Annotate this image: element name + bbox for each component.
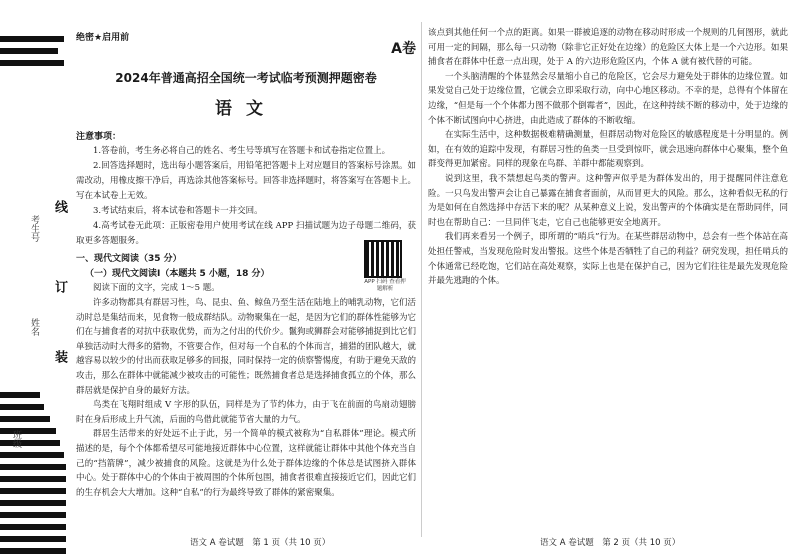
notice-heading: 注意事项：: [76, 132, 122, 142]
passage-paragraph: 说到这里，我不禁想起鸟类的警声。这种警声似乎是为群体发出的，用于提醒同伴注意危险。一只鸟发出警声会让自己暴露在捕食者面前，从而冒更大的风险。那么，这种看似无私的行为是如何在自然选择中存活下来的呢？从某种意义上说，发出警声的个体确实是在帮助同伴，同时也在帮助自己：一旦同伴飞走，它自己也能够更安全地离开。: [428, 173, 788, 228]
name-label: 姓名: [29, 318, 39, 336]
passage-paragraph: 一个头脑清醒的个体显然会尽量缩小自己的危险区，它会尽力避免处于群体的边缘位置。如果发觉自己处于边缘位置，它就会立即采取行动，向中心地区移动。不幸的是，总得有个体留在边缘，“但是每一个个体都力图不做那个倒霉者”，因此，在这种持续不断的移动中，处于边缘的个体不断试图向中心挤进，由此造成了群体的不断收缩。: [428, 71, 788, 126]
binding-stripe: [0, 488, 66, 494]
passage-paragraph: 许多动物都具有群居习性，鸟、昆虫、鱼、鲸鱼乃至生活在陆地上的哺乳动物，它们活动时总是集结而来，见食物一般成群结队。动物聚集在一起，是因为它们的群体性能够为它们在与捕食者的对抗中获取优势，而为之付出的代价少。鬣狗或狮群会对能够捕捉到比它们单独活动时大得多的猎物，不管要合作，但对每一个自私的个体而言，捕猎的团队越大，就越容易以较少的付出而获取足够多的回报，同时保持一定的侦察警惕度，有助于避免天敌的攻击，那么在群体中就能减少被攻击的可能性；既然捕食者总是选择捕食孤立的个体，那么群居就是保护自身的最好方法。: [76, 298, 416, 396]
class-label: 班级: [11, 430, 21, 448]
exam-number-label: 考生号: [29, 215, 39, 242]
passage-paragraph: 鸟类在飞翔时组成 V 字形的队伍，同样是为了节约体力，由于飞在前面的鸟扇动翅膀时在身后形成上升气流，后面的鸟借此就能节省大量的力气。: [76, 400, 416, 425]
binding-stripe: [0, 392, 40, 398]
secret-tag: 绝密★启用前: [76, 33, 130, 43]
binding-stripe: [0, 512, 66, 518]
subsection-heading: （一）现代文阅读Ⅰ（本题共 5 小题，18 分）: [85, 269, 270, 279]
binding-stripe: [0, 476, 66, 482]
binding-stripe: [0, 36, 64, 42]
paper-code: A卷: [391, 41, 416, 57]
right-column: [428, 26, 788, 532]
bind-word-order: 订: [52, 280, 67, 293]
binding-stripe: [0, 452, 64, 458]
subject-title: 语文: [215, 99, 277, 119]
reading-instruction: 阅读下面的文字，完成 1～5 题。: [93, 283, 220, 293]
binding-stripe: [0, 404, 44, 410]
binding-stripe: [0, 536, 66, 542]
bind-word-install: 装: [52, 350, 67, 363]
page-footer-right: 语文 A 卷试题 第 2 页（共 10 页）: [540, 538, 681, 548]
qr-caption: APP 扫码 查看押题解析: [364, 279, 406, 292]
bind-word-line: 线: [52, 200, 67, 213]
binding-stripe: [0, 548, 66, 554]
column-divider: [421, 22, 422, 537]
binding-stripe: [0, 416, 50, 422]
page-footer-left: 语文 A 卷试题 第 1 页（共 10 页）: [190, 538, 331, 548]
left-column: [76, 30, 416, 530]
notice-item: 2.回答选择题时，选出每小题答案后，用铅笔把答题卡上对应题目的答案标号涂黑。如需改动，用橡皮擦干净后，再选涂其他答案标号。回答非选择题时，将答案写在答题卡上。写在本试卷上无效。: [76, 161, 416, 201]
binding-stripe: [0, 524, 66, 530]
binding-stripe: [0, 428, 56, 434]
section-heading: 一、现代文阅读（35 分）: [76, 254, 182, 264]
notice-item: 4.高考试卷无此项：正版密卷用户使用考试在线 APP 扫描试题为边子母题二维码，获取更多答题服务。: [76, 221, 416, 246]
binding-stripe: [0, 464, 66, 470]
passage-paragraph: 该点到其他任何一个点的距离。如果一群被追逐的动物在移动时形成一个规则的几何图形，就此可用一定的间隔，那么每一只动物（除非它正好处在边缘）的危险区大体上是一个六边形。如果捕食者在群体中任意一点出现，处于 A 的六边形危险区内，个体 A 就有被代替的可能。: [428, 28, 788, 68]
qr-code-icon[interactable]: [364, 240, 402, 278]
binding-stripe: [0, 60, 64, 66]
binding-stripe: [0, 48, 58, 54]
passage-paragraph: 群居生活带来的好处远不止于此，另一个简单的模式被称为“自私群体”理论。模式所描述的是，每个个体都希望尽可能地接近群体中心位置，这样就能让群体中其他个体充当自己的“挡箭牌”，减少被捕食的风险。这就是为什么处于群体边缘的个体总是试图挤入群体中心。处于群体中心的个体由于被周围的个体所包围，捕食者很难直接接近它们，因此它们的生存机会大大增加。这种“自私”的行为最终导致了群体的紧密聚集。: [76, 429, 416, 498]
binding-stripe: [0, 440, 60, 446]
passage-paragraph: 我们再来看另一个例子，即所谓的“哨兵”行为。在某些群居动物中，总会有一些个体站在高处担任警戒，当发现危险时发出警报。这些个体是否牺牲了自己的利益？研究发现，担任哨兵的个体通常已经吃饱，它们站在高处观察，实际上也是在保护自己，因为它们往往是最先发现危险并最先逃跑的个体。: [428, 232, 788, 287]
notice-item: 1.答卷前，考生务必将自己的姓名、考生号等填写在答题卡和试卷指定位置上。: [93, 146, 391, 156]
binding-strip: [0, 0, 70, 559]
exam-title: 2024年普通高招全国统一考试临考预测押题密卷: [115, 71, 377, 85]
binding-stripe: [0, 500, 66, 506]
notice-item: 3.考试结束后，将本试卷和答题卡一并交回。: [93, 206, 263, 216]
passage-paragraph: 在实际生活中，这种数据极难精确测量，但群居动物对危险区的敏感程度是十分明显的。例如，在有效的追踪中发现，有群居习性的鱼类一旦受到惊吓，就会迅速向群体中心聚集，整个鱼群变得更加紧密。同样的现象在鸟群、羊群中都能观察到。: [428, 130, 788, 170]
